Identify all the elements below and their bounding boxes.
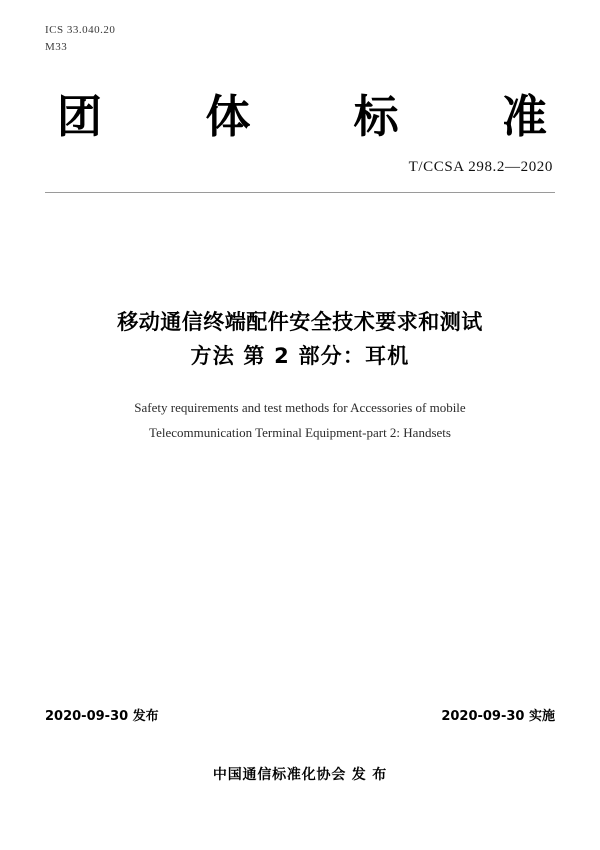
document-title-en-line1: Safety requirements and test methods for Accessories of mobile [134, 400, 466, 416]
big-title [45, 90, 555, 144]
issue-date: 2020-09-30 发布 [45, 709, 159, 724]
big-title-char-2: 体 [205, 90, 251, 144]
document-title-en-line2: Telecommunication Terminal Equipment-part 2: Handsets [149, 425, 451, 441]
ics-code: ICS 33.040.20 [45, 24, 116, 36]
header-divider [45, 192, 555, 193]
effective-date: 2020-09-30 实施 [441, 709, 555, 724]
big-title-char-1: 团 [57, 90, 103, 144]
big-title-char-3: 标 [353, 90, 399, 144]
document-title-cn-line2: 方法 第 2 部分：耳机 [190, 344, 410, 369]
big-title-char-4: 准 [501, 90, 547, 144]
document-title-cn [45, 305, 555, 373]
standard-number: T/CCSA 298.2—2020 [408, 159, 553, 176]
issuer-line: 中国通信标准化协会 发 布 [212, 767, 388, 783]
document-title-cn-line1: 移动通信终端配件安全技术要求和测试 [117, 310, 483, 335]
header-codes [45, 0, 555, 56]
document-title-en [45, 395, 555, 446]
class-code: M33 [45, 41, 68, 54]
footer-dates [45, 705, 555, 724]
